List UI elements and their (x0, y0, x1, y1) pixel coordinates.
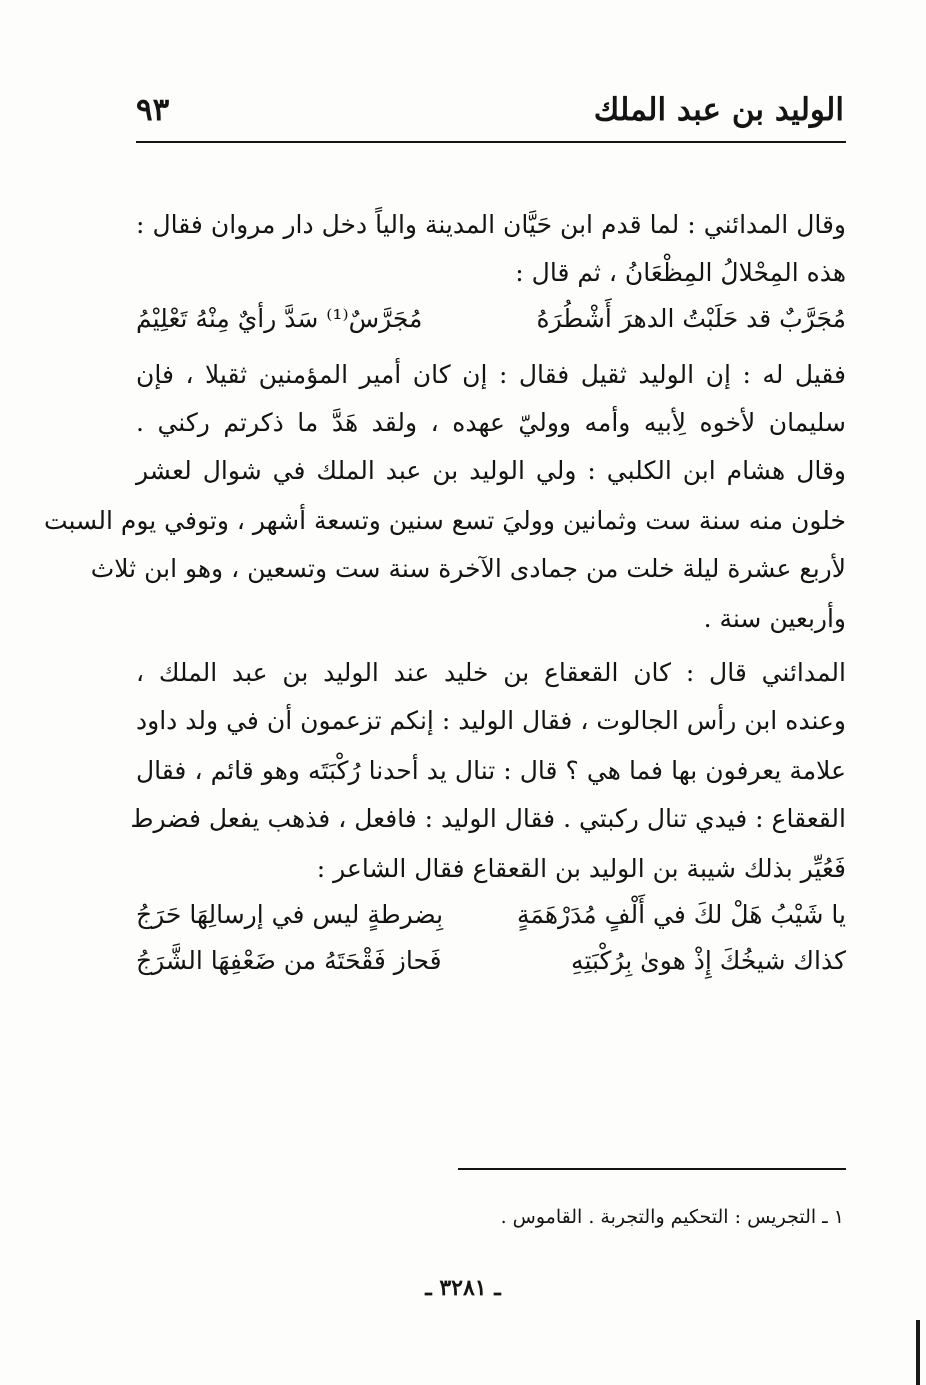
text-line: لأربع عشرة ليلة خلت من جمادى الآخرة سنة ست وتسعين ، وهو ابن ثلاث (90, 554, 846, 583)
text-line: علامة يعرفون بها فما هي ؟ قال : تنال يد أحدنا رُكْبَتَه وهو قائم ، فقال (136, 756, 846, 785)
verse-hemistich-first: يا شَيْبُ هَلْ لكَ في أَلْفٍ مُدَرْهَمَةٍ (517, 900, 846, 929)
text-line: فقيل له : إن الوليد ثقيل فقال : إن كان أمير المؤمنين ثقيلا ، فإن (136, 360, 846, 389)
text-line: وقال هشام ابن الكلبي : ولي الوليد بن عبد الملك في شوال لعشر (136, 456, 846, 485)
footnote-rule (458, 1168, 846, 1170)
text-line: المدائني قال : كان القعقاع بن خليد عند الوليد بن عبد الملك ، (136, 658, 846, 687)
running-header-page-number: ٩٣ (136, 92, 170, 128)
text-line: خلون منه سنة ست وثمانين ووليَ تسع سنين وتسعة أشهر ، وتوفي يوم السبت (43, 506, 846, 535)
text-line: القعقاع : فيدي تنال ركبتي . فقال الوليد : فافعل ، فذهب يفعل فضرط (130, 804, 846, 833)
text-line: وأربعين سنة . (703, 604, 846, 633)
verse-hemistich-first: كذاك شيخُكَ إِذْ هوىٰ بِرُكْبَتِهِ (571, 946, 846, 975)
text-line: سليمان لأخوه لِأبيه وأمه ووليّ عهده ، ولقد هَدَّ ما ذكرتم ركني . (136, 408, 846, 437)
running-header-title: الوليد بن عبد الملك (593, 92, 844, 128)
text-line: هذه المِحْلالُ المِظْعَانُ ، ثم قال : (515, 258, 846, 287)
header-rule (136, 141, 846, 143)
verse-line (136, 946, 846, 975)
text-line: وعنده ابن رأس الجالوت ، فقال الوليد : إنكم تزعمون أن في ولد داود (136, 706, 846, 735)
text-line: وقال المدائني : لما قدم ابن حَيَّان المدينة والياً دخل دار مروان فقال : (136, 210, 846, 239)
verse-hemistich-second: فَحاز فَقْحَتَهُ من ضَعْفِهَا الشَّرَجُ (136, 946, 442, 975)
footnote: ١ ـ التجريس : التحكيم والتجربة . القاموس . (500, 1206, 844, 1228)
verse-hemistich-second: مُجَرَّسٌ⁽¹⁾ سَدَّ رأيٌ مِنْهُ تَعْلِيْمُ (136, 304, 423, 333)
verse-line (136, 304, 846, 333)
verse-hemistich-second: بِضرطةٍ ليس في إرسالِهَا حَرَجُ (136, 900, 444, 929)
verse-line (136, 900, 846, 929)
page-folio-number: ـ ٣٢٨١ ـ (425, 1275, 501, 1301)
text-line: فَعُيِّر بذلك شيبة بن الوليد بن القعقاع فقال الشاعر : (316, 854, 846, 883)
scan-edge-mark (916, 1320, 920, 1385)
verse-hemistich-first: مُجَرَّبٌ قد حَلَبْتُ الدهرَ أَشْطُرَهُ (536, 304, 846, 333)
